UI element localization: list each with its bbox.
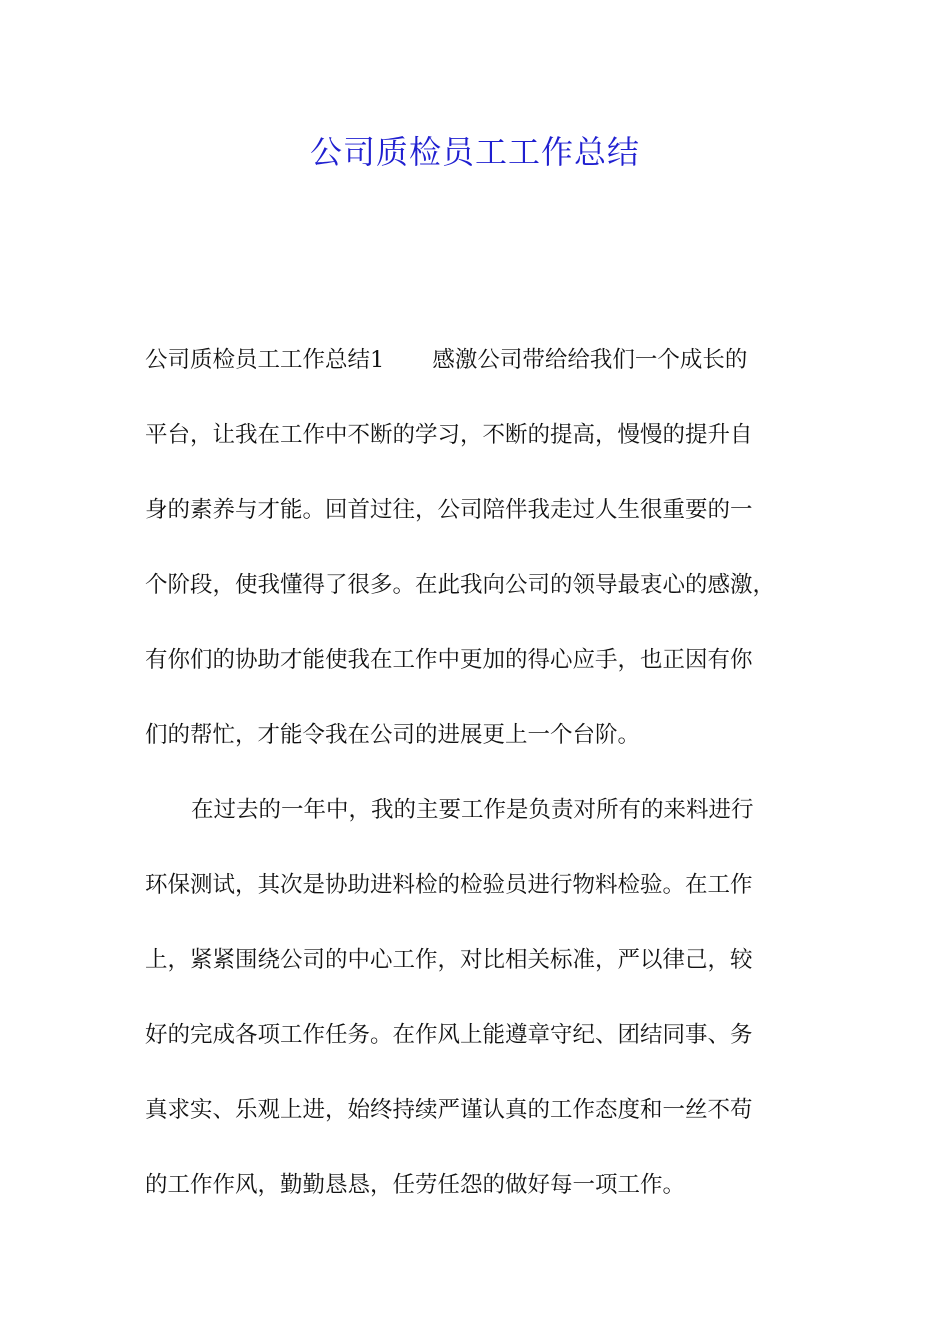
paragraph-line: 有你们的协助才能使我在工作中更加的得心应手，也正因有你 [145,647,753,673]
line-text: 感激公司带给给我们一个成长的 [432,347,748,373]
paragraph-line: 平台，让我在工作中不断的学习，不断的提高，慢慢的提升自 [145,422,753,448]
paragraph-line: 在过去的一年中，我的主要工作是负责对所有的来料进行 [191,797,754,823]
paragraph-line: 身的素养与才能。回首过往，公司陪伴我走过人生很重要的一 [145,497,753,523]
document-title: 公司质检员工工作总结 [309,133,640,171]
document-body [145,323,825,1223]
paragraph-line: 们的帮忙，才能令我在公司的进展更上一个台阶。 [145,722,641,748]
paragraph-line: 个阶段，使我懂得了很多。在此我向公司的领导最衷心的感激， [145,572,776,598]
paragraph-line: 环保测试，其次是协助进料检的检验员进行物料检验。在工作 [145,872,753,898]
paragraph-line: 上，紧紧围绕公司的中心工作，对比相关标准，严以律己，较 [145,947,753,973]
paragraph-line: 的工作作风，勤勤恳恳，任劳任怨的做好每一项工作。 [145,1172,686,1198]
section-heading: 公司质检员工工作总结1 [145,347,385,373]
paragraph-line [145,323,825,398]
paragraph-line: 真求实、乐观上进，始终持续严谨认真的工作态度和一丝不苟 [145,1097,753,1123]
paragraph-line: 好的完成各项工作任务。在作风上能遵章守纪、团结同事、务 [145,1022,753,1048]
